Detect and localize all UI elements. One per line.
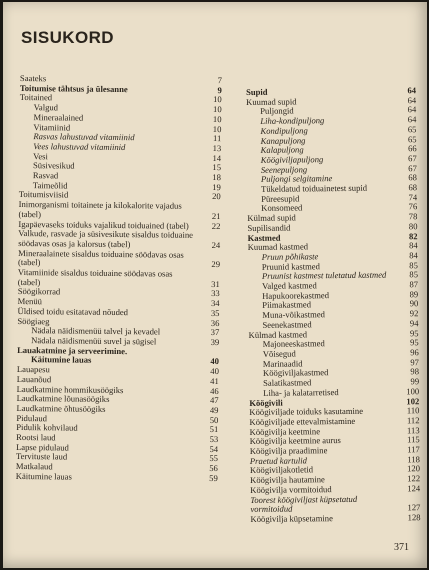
toc-entry-page: 35: [210, 307, 220, 318]
toc-entry-page: 66: [407, 143, 417, 154]
toc-entry-page: 113: [406, 424, 420, 435]
toc-left-column: [16, 74, 222, 484]
toc-entry-title: Igapäevaseks toiduks vajalikud toiduained (tabel): [18, 218, 189, 231]
toc-entry-page: 36: [210, 317, 220, 328]
toc-entry-title: Köögiviljakastmed: [262, 367, 329, 379]
toc-entry-page: 99: [410, 376, 420, 387]
toc-entry: [250, 513, 420, 524]
toc-entry-title: Köögivilja keetmine: [249, 425, 321, 437]
toc-entry-title: Külmad kastmed: [248, 328, 308, 340]
toc-entry-page: 40: [210, 356, 220, 367]
toc-entry-title: Nädala näidismenüü talvel ja kevadel: [31, 325, 161, 337]
toc-entry-title: Köögivilja keetmine aurus: [249, 435, 341, 447]
toc-entry-page: 89: [409, 288, 419, 300]
toc-right-column: [246, 86, 421, 524]
toc-entry-page: 68: [408, 172, 417, 183]
toc-entry-title: Liha- ja kalatarretised: [263, 386, 339, 398]
toc-entry-page: 115: [407, 434, 420, 445]
toc-entry-page: 124: [407, 483, 421, 494]
toc-entry-page: 117: [407, 444, 420, 455]
toc-entry: [250, 494, 420, 515]
toc-entry-title: Liha-kondipuljong: [260, 115, 325, 126]
toc-entry-title: Lauakatmine ja serveerimine.: [17, 344, 128, 356]
toc-entry-title: Kuumad kastmed: [247, 241, 309, 253]
toc-entry-title: Köögiviljakotletid: [249, 464, 314, 476]
toc-entry-title: Pidulaud: [16, 412, 48, 423]
toc-entry-page: 64: [407, 94, 417, 106]
toc-entry-page: 128: [407, 512, 421, 523]
toc-entry-title: Köögiviljade toiduks kasutamine: [249, 405, 364, 418]
toc-entry-page: 47: [209, 395, 219, 406]
toc-entry-page: 49: [209, 404, 219, 416]
toc-entry-page: 19: [212, 181, 221, 192]
toc-entry-page: 80: [408, 221, 418, 232]
toc-entry-page: 64: [407, 114, 417, 125]
toc-entry-title: Kalapuljong: [260, 144, 304, 156]
toc-entry-title: Rasvad: [32, 170, 59, 181]
toc-entry-title: Vees lahustuvad vitamiinid: [33, 141, 126, 153]
toc-entry-title: Lauapesu: [16, 364, 50, 375]
toc-entry-page: 10: [212, 104, 222, 115]
book-page: [3, 2, 427, 568]
toc-entry-title: Söögiaeg: [17, 315, 50, 326]
toc-entry-title: Toitumisviisid: [18, 189, 69, 200]
toc-entry-page: 118: [407, 453, 420, 465]
toc-entry-page: 9: [217, 84, 222, 95]
toc-entry-title: Laudkatmine hommikusöögiks: [16, 383, 124, 395]
toc-entry-title: Püreesupid: [261, 193, 300, 204]
toc-entry-page: 84: [409, 240, 418, 251]
toc-entry-title: Tükeldatud toiduainetest supid: [261, 182, 368, 194]
toc-entry-page: 110: [406, 405, 420, 416]
toc-entry-title: Puljongid: [260, 105, 294, 117]
toc-entry-title: Seenekastmed: [262, 319, 312, 330]
toc-entry-page: 56: [209, 463, 218, 474]
toc-entry-page: 11: [213, 133, 222, 144]
toc-entry-title: Lapse pidulaud: [16, 441, 69, 453]
toc-entry-title: Seenepuljong: [260, 163, 308, 175]
toc-entry-page: 85: [409, 269, 419, 280]
toc-entry-page: 59: [209, 472, 218, 483]
toc-entry-page: 53: [209, 434, 219, 445]
toc-entry-title: Matkalaud: [15, 461, 53, 472]
toc-entry-page: 95: [410, 337, 419, 348]
toc-entry-page: 31: [211, 278, 220, 289]
toc-entry-title: Valgud: [33, 102, 59, 113]
toc-entry-page: 65: [407, 133, 417, 144]
toc-entry-page: 100: [406, 386, 420, 397]
toc-entry-page: 10: [212, 123, 222, 134]
toc-entry-title: Marinaadid: [262, 358, 303, 369]
toc-entry-title: Konsomeed: [261, 202, 303, 214]
toc-entry-title: Toorest köögiviljast küpsetatud vormitoidud: [250, 493, 358, 515]
toc-entry: [16, 472, 218, 484]
toc-entry-page: 95: [409, 327, 419, 338]
toc-entry-title: Külmad supid: [247, 212, 296, 224]
toc-entry-title: Köögivilja küpsetamine: [250, 513, 333, 524]
toc-entry-title: Salatikastmed: [263, 377, 312, 388]
page-number: 371: [394, 542, 409, 553]
toc-entry-title: Kondipuljong: [260, 125, 308, 136]
toc-entry-title: Piimakastmed: [262, 299, 312, 311]
toc-entry-page: 92: [409, 308, 419, 319]
toc-entry-page: 65: [407, 124, 417, 135]
toc-entry-title: Menüü: [17, 296, 43, 307]
toc-entry-title: Laudkatmine lõunasöögiks: [16, 393, 110, 405]
toc-entry-page: 55: [209, 453, 219, 464]
toc-entry-title: Tervituste laud: [15, 451, 68, 462]
toc-entry-page: 54: [209, 443, 219, 454]
toc-entry-title: Kastmed: [247, 232, 281, 243]
toc-entry-page: 102: [406, 395, 420, 406]
toc-entry-title: Laudkatmine õhtusöögiks: [16, 402, 106, 414]
toc-entry-page: 37: [210, 327, 220, 338]
toc-entry-title: Praetud kartulid: [249, 455, 308, 466]
toc-entry-title: Vitamiinid: [33, 121, 71, 133]
toc-entry-page: 22: [211, 220, 221, 231]
toc-entry-title: Köögiviljade ettevalmistamine: [249, 415, 356, 427]
toc-entry-page: 74: [408, 191, 418, 203]
toc-entry-title: Võisegud: [262, 348, 296, 359]
toc-entry-title: Lauanõud: [16, 373, 52, 385]
toc-entry-page: 96: [410, 347, 419, 358]
toc-entry-page: 76: [408, 201, 418, 212]
toc-entry-title: Köögivilja praadimine: [249, 445, 328, 456]
toc-entry-page: 67: [408, 153, 417, 164]
toc-entry-page: 46: [210, 385, 219, 396]
toc-entry-page: 84: [409, 250, 418, 261]
toc-entry-title: Käitumine lauas: [15, 470, 72, 482]
toc-entry-page: 33: [211, 288, 220, 299]
toc-entry-page: 120: [407, 463, 421, 474]
toc-entry-page: 90: [409, 298, 419, 309]
toc-entry-title: Nädala näidismenüü suvel ja sügisel: [31, 335, 157, 347]
toc-entry-title: Majoneeskastmed: [262, 338, 325, 350]
toc-entry-page: 41: [210, 375, 219, 386]
toc-entry-title: Toitained: [19, 92, 53, 103]
toc-entry-page: 64: [407, 104, 417, 115]
toc-entry-page: 64: [407, 85, 417, 96]
toc-entry-title: Kuumad supid: [246, 96, 297, 107]
toc-entry-title: Süsivesikud: [32, 160, 75, 171]
toc-entry-title: Supid: [245, 86, 268, 97]
toc-entry-title: Köögiviljapuljong: [260, 154, 324, 165]
toc-entry-page: 10: [212, 113, 222, 124]
toc-entry-title: Valkude, rasvade ja süsivesikute sisaldus toiduaine söödavas osas ja kalorsus (tabel): [18, 228, 194, 250]
toc-entry-title: Pidulik kohvilaud: [16, 422, 78, 433]
toc-entry-title: Puljongi selgitamine: [260, 173, 333, 185]
toc-entry-page: 7: [217, 75, 222, 86]
toc-entry-page: 97: [410, 356, 419, 367]
toc-entry-page: 122: [407, 473, 421, 484]
toc-entry-title: Inimorganismi toitainete ja kilokalorite vajadus (tabel): [18, 199, 182, 220]
toc-entry-page: 87: [409, 279, 419, 290]
toc-entry-page: 40: [210, 366, 219, 377]
toc-entry-title: Pruunist kastmest tuletatud kastmed: [261, 269, 387, 282]
toc-entry-title: Köögivili: [249, 397, 283, 408]
toc-entry-page: 21: [211, 210, 221, 221]
toc-entry-title: Toitumise tähtsus ja ülesanne: [19, 82, 128, 94]
toc-entry-page: 98: [410, 366, 420, 377]
toc-entry-page: 24: [211, 239, 221, 251]
toc-entry-page: 94: [409, 318, 419, 329]
toc-entry-title: Köögivilja hautamine: [250, 474, 325, 486]
toc-entry-title: Pruunid kastmed: [261, 260, 320, 272]
toc-entry-title: Rasvas lahustuvad vitamiinid: [33, 131, 135, 143]
toc-entry-page: 68: [408, 182, 418, 193]
toc-entry-title: Rootsi laud: [16, 431, 56, 443]
toc-entry-page: 50: [209, 414, 219, 425]
toc-entry-page: 39: [210, 336, 220, 348]
toc-entry-page: 10: [213, 94, 222, 105]
toc-entry-title: Söögikorrad: [17, 286, 61, 297]
toc-entry-page: 78: [408, 211, 418, 222]
toc-entry-page: 18: [212, 172, 221, 183]
toc-entry-title: Saateks: [19, 73, 47, 84]
toc-entry-page: 13: [212, 142, 222, 154]
toc-entry-title: Köögivilja vormitoidud: [250, 483, 332, 495]
toc-entry-title: Mineraalained: [33, 111, 84, 123]
toc-entry-title: Mineraalainete sisaldus toiduaine söödavas osas (tabel): [17, 247, 184, 268]
toc-entry-page: 29: [211, 259, 221, 270]
toc-entry-page: 15: [212, 162, 222, 173]
toc-entry-title: Pruun põhikaste: [261, 251, 319, 262]
toc-entry-title: Taimeõlid: [32, 179, 68, 191]
toc-entry-title: Muna-võikastmed: [262, 309, 325, 321]
toc-entry-page: 82: [408, 230, 418, 241]
toc-entry-title: Kanapuljong: [260, 134, 306, 146]
toc-entry-page: 20: [212, 191, 221, 202]
toc-entry-page: 34: [210, 298, 220, 309]
toc-entry-title: Vesi: [33, 150, 49, 161]
toc-entry-title: Vitamiinide sisaldus toiduaine söödavas osas (tabel): [17, 267, 173, 287]
toc-entry-page: 67: [408, 162, 417, 173]
toc-entry-title: Hapukoorekastmed: [262, 289, 330, 301]
toc-entry-title: Supilisandid: [247, 222, 291, 233]
page-title: SISUKORD: [21, 28, 114, 47]
toc-entry-page: 14: [212, 152, 222, 163]
toc-entry-title: Üldised toidu esitatavad nõuded: [17, 305, 129, 318]
toc-entry-page: 112: [406, 415, 420, 426]
toc-entry-page: 85: [409, 259, 418, 270]
toc-entry-title: Käitumine lauas: [30, 354, 92, 366]
toc-entry-title: Valged kastmed: [262, 280, 317, 291]
toc-entry-page: 51: [209, 424, 219, 435]
toc-entry-page: 127: [407, 502, 421, 513]
